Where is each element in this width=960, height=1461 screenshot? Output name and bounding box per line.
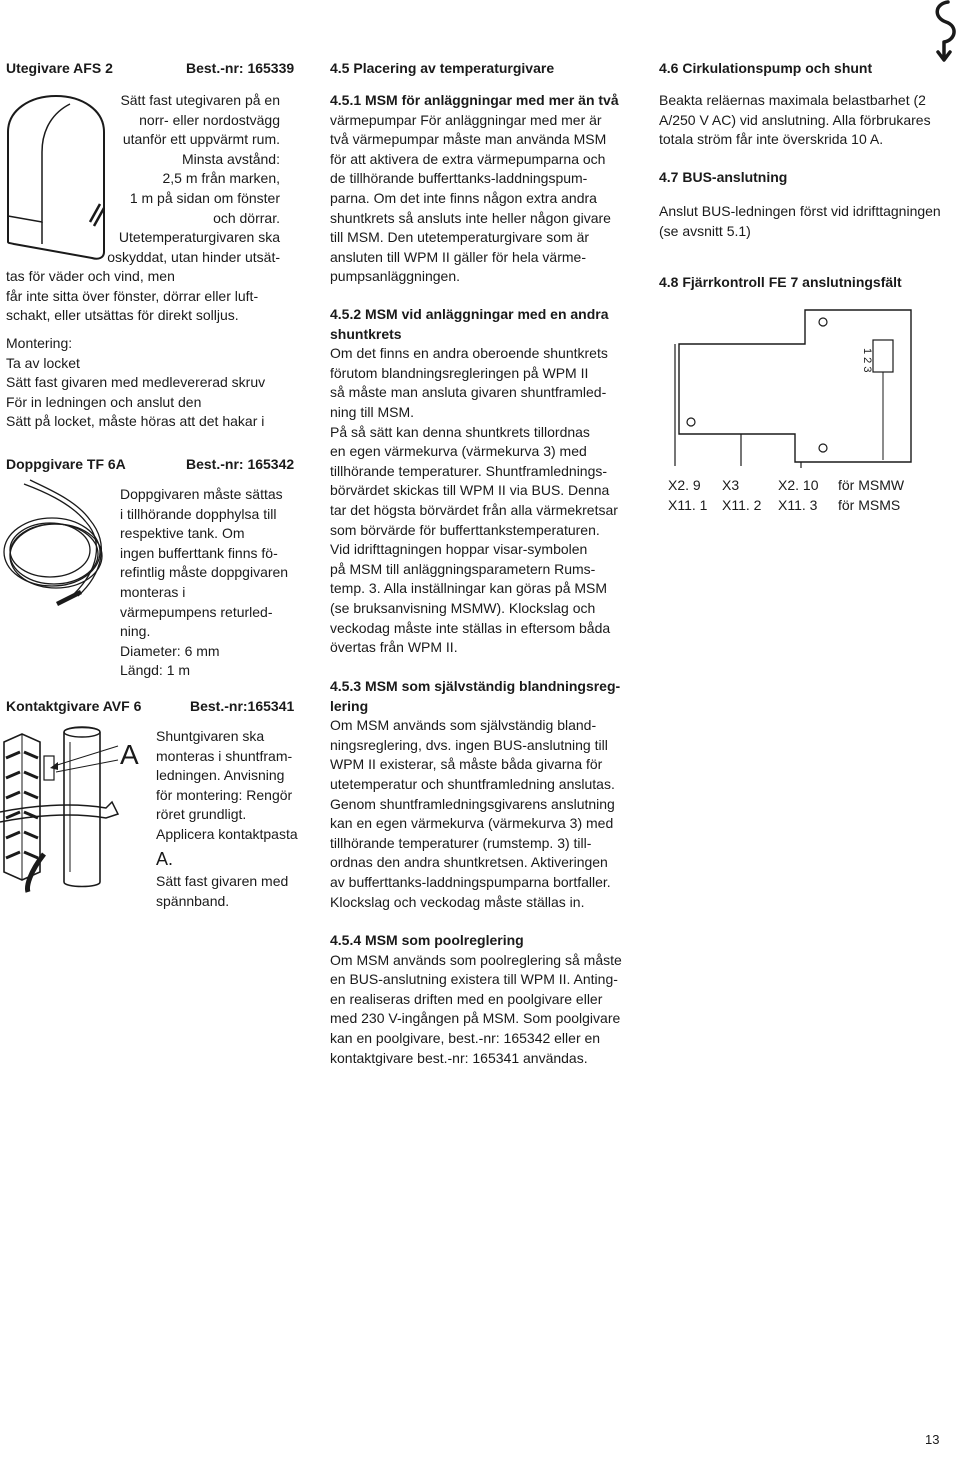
section-4-5-1-text: värmepumpar För anläggningar med mer är två värmepumpar måste man använda MSM för att aktivera de extra värmepumparna och de tillhörande bufferttanks-laddningspum- parna. Om det inte finns någon extra andra shuntkrets så ansluts inte heller någon givare till MSM. Den utetemperaturgivare som är ansluten till WPM II gäller för hela värme- pumpsanläggningen. <box>330 111 611 285</box>
section-4-6-text: Beakta reläernas maximala belastbarhet (2 A/250 V AC) vid anslutning. Alla förbrukares totala ström får inte överskrida 10 A. <box>659 92 931 148</box>
section-4-7-text: Anslut BUS-ledningen först vid idrifttagningen (se avsnitt 5.1) <box>659 203 941 239</box>
page-number: 13 <box>925 1432 940 1447</box>
tf6a-order-number: Best.-nr: 165342 <box>186 456 295 472</box>
section-4-7-title: 4.7 BUS-anslutning <box>659 169 788 185</box>
section-4-5-4-title: 4.5.4 MSM som poolreglering <box>330 932 524 948</box>
section-4-5-title: 4.5 Placering av temperaturgivare <box>330 60 555 76</box>
fe7-terminal-col-1: X2. 9 X11. 1 <box>668 477 708 513</box>
fe7-terminal-col-3: X2. 10 X11. 3 <box>778 477 819 513</box>
tf6a-text: Doppgivaren måste sättas i tillhörande dopphylsa till respektive tank. Om ingen bufferttank finns fö- refintlig måste doppgivaren monteras i värmepumpens returled- ning. Diameter: 6 mm Längd: 1 m <box>120 486 289 679</box>
avf6-callout-label: A <box>120 739 139 770</box>
afs2-text-right: Sätt fast utegivaren på en norr- eller nordostvägg utanför ett uppvärmt rum. Minsta avstånd: 2,5 m från marken, 1 m på sidan om fönster och dörrar. Utetemperaturgivaren ska oskyddat, utan hinder utsät- <box>107 92 280 265</box>
avf6-text-b: Sätt fast givaren med spännband. <box>156 873 289 909</box>
afs2-text-full: tas för väder och vind, men får inte sitta över fönster, dörrar eller luft- schakt, eller utsättas för direkt solljus. <box>6 268 259 324</box>
afs2-order-number: Best.-nr: 165339 <box>186 60 295 76</box>
section-4-5-4-text: Om MSM används som poolreglering så måste en BUS-anslutning existera till WPM II. Anting- en realiseras driften med en poolgivare eller med 230 V-ingången på MSM. Som poolgivare kan en poolgivare, best.-nr: 165342 eller en kontaktgivare best.-nr: 165341 användas. <box>330 951 622 1066</box>
fe7-terminal-col-4: för MSMW för MSMS <box>838 477 905 513</box>
fe7-terminal-label: 1 2 3 <box>861 348 873 373</box>
fe7-terminal-col-2: X3 X11. 2 <box>722 477 762 513</box>
afs2-title: Utegivare AFS 2 <box>6 60 113 76</box>
section-4-8-title: 4.8 Fjärrkontroll FE 7 anslutningsfält <box>659 274 902 290</box>
tf6a-title: Doppgivare TF 6A <box>6 456 126 472</box>
avf6-text-a: Shuntgivaren ska monteras i shuntfram- ledningen. Anvisning för montering: Rengör röret grundligt. Applicera kontaktpasta <box>156 728 298 842</box>
section-4-5-3-title: 4.5.3 MSM som självständig blandningsreg- lering <box>330 678 621 714</box>
immersion-sensor-cable-illustration <box>0 478 112 618</box>
section-4-5-2-text: Om det finns en andra oberoende shuntkrets förutom blandningsregleringen på WPM II så måste man ansluta givaren shuntframled- ning till MSM. På så sätt kan denna shuntkrets tillordnas en egen värmekurva (värmekurva 3) med tillhörande temperaturer. Shuntframlednings- börvärdet skickas till WPM II via BUS. Denna tar det högsta börvärdet från alla värmekretsar som börvärde för bufferttankstemperaturen. Vid idrifttagningen hoppar visar-symbolen på MSM till anläggningsparametern Rums- temp. 3. Alla inställningar kan göras på MSM (se bruksanvisning MSMW). Klockslag och veckodag måste inte ställas in eftersom båda övertas från WPM II. <box>330 345 618 656</box>
section-4-5-2-title: 4.5.2 MSM vid anläggningar med en andra shuntkrets <box>330 306 609 342</box>
avf6-title: Kontaktgivare AVF 6 <box>6 698 142 714</box>
fe7-connection-board-diagram <box>655 308 917 478</box>
afs2-mounting: Montering: Ta av locket Sätt fast givaren med medlevererad skruv För in ledningen och anslut den Sätt på locket, måste höras att det hakar i <box>6 335 266 430</box>
section-4-5-3-text: Om MSM används som självständig bland- ningsreglering, dvs. ingen BUS-anslutning till WPM II existerar, så måste båda givarna för utetemperatur och shuntframledning anslutas. Genom shuntframledningsgivarens anslutning kan en egen värmekurva (värmekurva 3) med tillhörande temperaturer (rumstemp. 3) till- ordnas den andra shuntkretsen. Aktiveringen av bufferttanks-laddningspumparna bortfaller. Klockslag och veckodag måste ställas in. <box>330 717 615 910</box>
stiebel-logo-icon <box>928 0 960 62</box>
avf6-order-number: Best.-nr:165341 <box>190 698 295 714</box>
section-4-6-title: 4.6 Cirkulationspump och shunt <box>659 60 873 76</box>
avf6-text-a-letter: A. <box>156 849 174 869</box>
section-4-5-1-title: 4.5.1 MSM för anläggningar med mer än två <box>330 92 619 108</box>
